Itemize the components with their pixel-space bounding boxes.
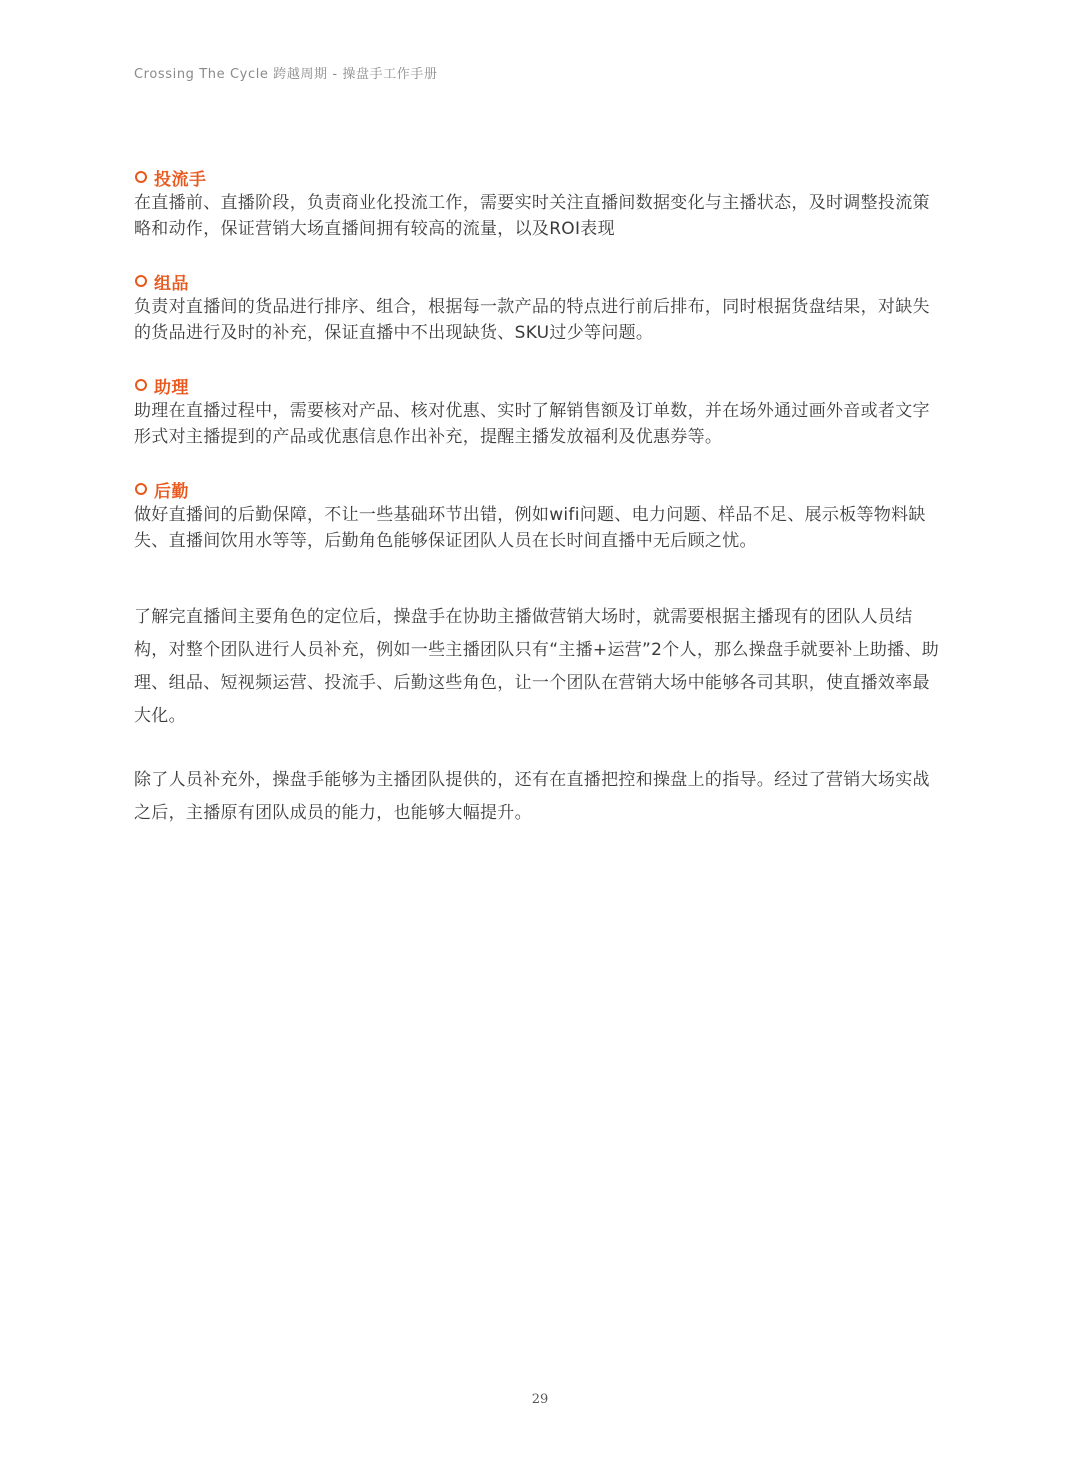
role-description: 负责对直播间的货品进行排序、组合，根据每一款产品的特点进行前后排布，同时根据货盘结果，对缺失的货品进行及时的补充，保证直播中不出现缺货、SKU过少等问题。 — [134, 297, 930, 343]
role-heading — [134, 372, 946, 398]
role-section-assistant — [134, 372, 946, 450]
role-section-product-grouping — [134, 268, 946, 346]
circle-bullet-icon — [135, 379, 147, 391]
circle-bullet-icon — [135, 275, 147, 287]
role-description: 在直播前、直播阶段，负责商业化投流工作，需要实时关注直播间数据变化与主播状态，及时调整投流策略和动作，保证营销大场直播间拥有较高的流量，以及ROI表现 — [134, 193, 930, 239]
page-content — [134, 164, 946, 830]
role-heading — [134, 164, 946, 190]
role-title: 投流手 — [154, 169, 207, 190]
page-number: 29 — [531, 1392, 549, 1407]
role-section-logistics — [134, 476, 946, 554]
role-title: 组品 — [154, 273, 189, 294]
body-paragraph: 除了人员补充外，操盘手能够为主播团队提供的，还有在直播把控和操盘上的指导。经过了营销大场实战之后，主播原有团队成员的能力，也能够大幅提升。 — [134, 770, 930, 823]
role-title: 后勤 — [154, 481, 189, 502]
circle-bullet-icon — [135, 483, 147, 495]
role-section-traffic-buyer — [134, 164, 946, 242]
role-heading — [134, 476, 946, 502]
running-header: Crossing The Cycle 跨越周期 - 操盘手工作手册 — [134, 67, 438, 82]
body-paragraph: 了解完直播间主要角色的定位后，操盘手在协助主播做营销大场时，就需要根据主播现有的团队人员结构，对整个团队进行人员补充，例如一些主播团队只有“主播+运营”2个人，那么操盘手就要补上助播、助理、组品、短视频运营、投流手、后勤这些角色，让一个团队在营销大场中能够各司其职，使直播效率最大化。 — [134, 607, 940, 726]
role-description: 助理在直播过程中，需要核对产品、核对优惠、实时了解销售额及订单数，并在场外通过画外音或者文字形式对主播提到的产品或优惠信息作出补充，提醒主播发放福利及优惠券等。 — [134, 401, 930, 447]
role-title: 助理 — [154, 377, 189, 398]
role-heading — [134, 268, 946, 294]
circle-bullet-icon — [135, 171, 147, 183]
role-description: 做好直播间的后勤保障，不让一些基础环节出错，例如wifi问题、电力问题、样品不足、展示板等物料缺失、直播间饮用水等等，后勤角色能够保证团队人员在长时间直播中无后顾之忧。 — [134, 505, 926, 551]
